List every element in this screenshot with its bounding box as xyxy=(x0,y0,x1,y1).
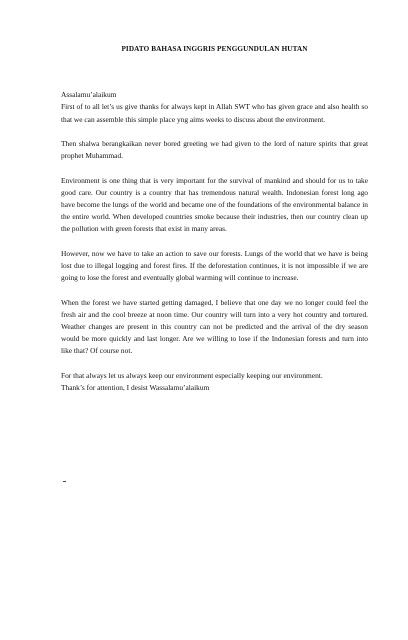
stray-dash-mark xyxy=(63,481,66,482)
paragraph-greeting-prophet: Then shalwa berangkaikan never bored greeting we had given to the lord of nature spirits that great prophet Muhammad. xyxy=(61,139,368,161)
paragraph-forest-damage: When the forest we have started getting damaged, I believe that one day we no longer could feel the fresh air and the cool breeze at noon time. Our country will turn into a very hot country and tortured. Weather changes are present in this country can not be predicted and the arrival of the dry season would be more quickly and last longer. Are we willing to lose if the Indonesian forests and turn into like that? Of course not. xyxy=(61,297,368,356)
paragraph-environment: Environment is one thing that is very important for the survival of mankind and should for us to take good care. Our country is a country that has tremendous natural wealth. Indonesian forest long ago have become the lungs of the world and became one of the foundations of the environmental balance in the entire world. When developed countries smoke because their industries, then our country clean up the pollution with green forests that exist in many areas. xyxy=(61,175,368,234)
paragraph-opening: First of to all let’s us give thanks for always kept in Allah SWT who has given grace and also health so that we can assemble this simple place yng aims weeks to discuss about the environment. xyxy=(61,102,368,124)
salutation: Assalamu’alaikum xyxy=(61,90,117,100)
paragraph-keep-environment: For that always let us always keep our environment especially keeping our environment. xyxy=(61,370,323,380)
paragraph-save-forests: However, now we have to take an action to save our forests. Lungs of the world that we have is being lost due to illegal logging and forest fires. If the deforestation continues, it is not impossible if we are going to lose the forest and eventually global warming will continue to increase. xyxy=(61,248,368,283)
closing-line: Thank’s for attention, I desist Wassalamu’alaikum xyxy=(61,383,210,392)
document-title: PIDATO BAHASA INGGRIS PENGGUNDULAN HUTAN xyxy=(121,45,308,53)
